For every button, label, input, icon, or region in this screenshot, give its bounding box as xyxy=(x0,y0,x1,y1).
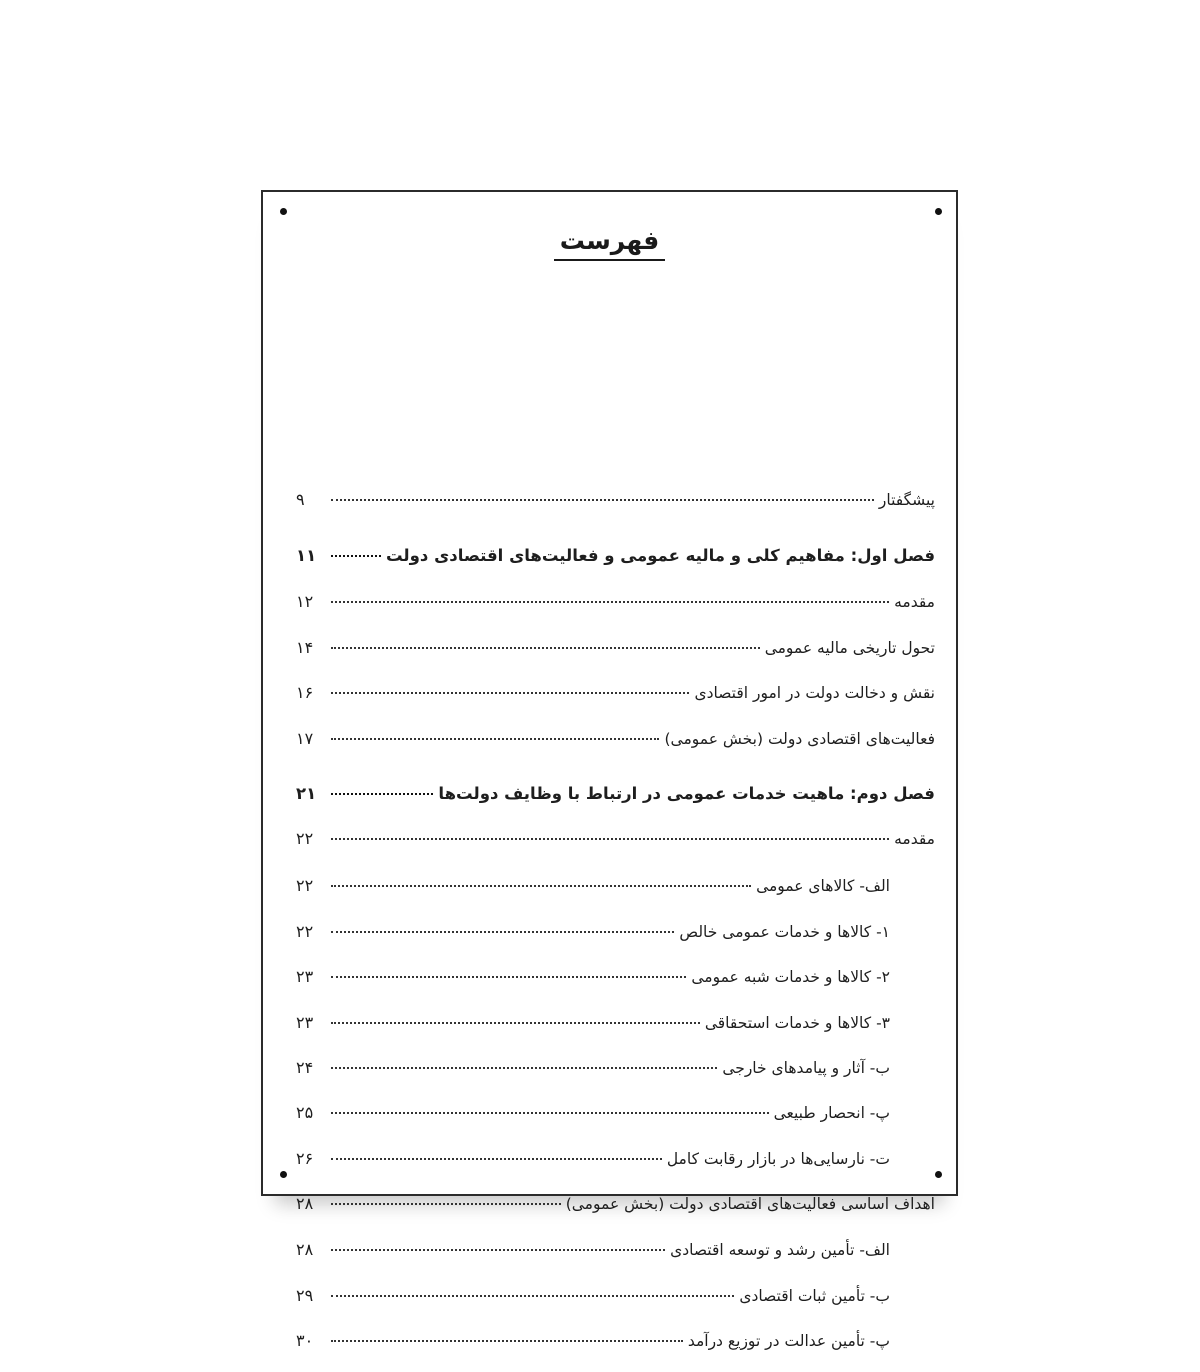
dot-leader xyxy=(331,738,659,740)
dot-leader xyxy=(331,931,674,933)
dot-leader xyxy=(331,1340,683,1342)
toc-entry-row[interactable] xyxy=(296,876,890,904)
toc-entry-label: ب- آثار و پیامدهای خارجی xyxy=(722,1059,890,1077)
toc-entry-row[interactable] xyxy=(296,1103,890,1131)
toc-page-number: ۳۰ xyxy=(296,1331,314,1350)
dot-leader xyxy=(331,838,889,840)
toc-page-number: ۹ xyxy=(296,490,305,509)
toc-page-number: ۲۲ xyxy=(296,876,314,895)
toc-page-number: ۲۸ xyxy=(296,1240,314,1259)
toc-entry-label: ب- تأمین ثبات اقتصادی xyxy=(739,1287,890,1305)
toc-page-number: ۲۵ xyxy=(296,1103,314,1122)
toc-page-number: ۱۲ xyxy=(296,592,314,611)
dot-leader xyxy=(331,976,686,978)
toc-list xyxy=(263,192,956,1350)
dot-leader xyxy=(331,793,433,795)
dot-leader xyxy=(331,1203,561,1205)
toc-entry-label: مقدمه xyxy=(894,830,935,848)
toc-frame xyxy=(261,190,958,1350)
toc-page-number: ۲۲ xyxy=(296,829,314,848)
toc-page-number: ۲۹ xyxy=(296,1286,314,1305)
dot-leader xyxy=(331,692,689,694)
toc-entry-label: مقدمه xyxy=(894,593,935,611)
toc-title: فهرست xyxy=(554,226,665,261)
toc-entry-label: پیشگفتار xyxy=(878,491,935,509)
toc-entry-row[interactable] xyxy=(296,638,935,666)
toc-entry-label: ۱- کالاها و خدمات عمومی خالص xyxy=(679,923,890,941)
toc-page-number: ۲۱ xyxy=(296,784,317,803)
toc-page-number: ۱۷ xyxy=(296,729,314,748)
toc-entry-row[interactable] xyxy=(296,829,935,857)
toc-entry-row[interactable] xyxy=(296,967,890,995)
toc-page-number: ۲۴ xyxy=(296,1058,314,1077)
toc-entry-label: ۳- کالاها و خدمات استحقاقی xyxy=(704,1014,890,1032)
toc-entry-label: ت- نارسایی‌ها در بازار رقابت کامل xyxy=(666,1150,890,1168)
toc-entry-label: پ- انحصار طبیعی xyxy=(773,1104,890,1122)
toc-page-number: ۲۸ xyxy=(296,1194,314,1213)
dot-leader xyxy=(331,1295,734,1297)
toc-entry-row[interactable] xyxy=(296,1286,890,1314)
toc-entry-row[interactable] xyxy=(296,922,890,950)
toc-page-number: ۱۶ xyxy=(296,683,314,702)
dot-leader xyxy=(331,1022,700,1024)
toc-entry-label: اهداف اساسی فعالیت‌های اقتصادی دولت (بخش عمومی) xyxy=(565,1195,935,1213)
toc-entry-row[interactable] xyxy=(296,729,935,757)
toc-chapter-row[interactable] xyxy=(296,784,935,812)
toc-page-number: ۱۱ xyxy=(296,546,317,565)
toc-entry-row[interactable] xyxy=(296,1058,890,1086)
toc-entry-label: فعالیت‌های اقتصادی دولت (بخش عمومی) xyxy=(664,730,935,748)
toc-entry-label: تحول تاریخی مالیه عمومی xyxy=(764,639,935,657)
toc-entry-row[interactable] xyxy=(296,1240,890,1268)
toc-entry-label: نقش و دخالت دولت در امور اقتصادی xyxy=(694,684,935,702)
dot-leader xyxy=(331,1249,665,1251)
toc-entry-row[interactable] xyxy=(296,592,935,620)
toc-entry-row[interactable] xyxy=(296,1013,890,1041)
toc-page-number: ۱۴ xyxy=(296,638,314,657)
dot-leader xyxy=(331,1158,662,1160)
toc-page-number: ۲۲ xyxy=(296,922,314,941)
toc-page-number: ۲۳ xyxy=(296,1013,314,1032)
toc-page-number: ۲۶ xyxy=(296,1149,314,1168)
toc-page-number: ۲۳ xyxy=(296,967,314,986)
toc-chapter-row[interactable] xyxy=(296,546,935,574)
dot-leader xyxy=(331,601,889,603)
toc-entry-label: فصل اول: مفاهیم کلی و مالیه عمومی و فعالیت‌های اقتصادی دولت xyxy=(385,546,935,565)
toc-entry-row[interactable] xyxy=(296,1331,890,1359)
toc-entry-label: فصل دوم: ماهیت خدمات عمومی در ارتباط با وظایف دولت‌ها xyxy=(438,784,935,803)
toc-entry-row[interactable] xyxy=(296,683,935,711)
dot-leader xyxy=(331,499,874,501)
toc-entry-row[interactable] xyxy=(296,490,935,518)
toc-entry-row[interactable] xyxy=(296,1149,890,1177)
toc-entry-label: ۲- کالاها و خدمات شبه عمومی xyxy=(691,968,890,986)
dot-leader xyxy=(331,647,760,649)
dot-leader xyxy=(331,1112,769,1114)
toc-entry-row[interactable] xyxy=(296,1194,935,1222)
toc-entry-label: الف- کالاهای عمومی xyxy=(756,877,890,895)
toc-entry-label: پ- تأمین عدالت در توزیع درآمد xyxy=(687,1332,890,1350)
dot-leader xyxy=(331,885,751,887)
dot-leader xyxy=(331,555,381,557)
toc-entry-label: الف- تأمین رشد و توسعه اقتصادی xyxy=(670,1241,890,1259)
dot-leader xyxy=(331,1067,717,1069)
